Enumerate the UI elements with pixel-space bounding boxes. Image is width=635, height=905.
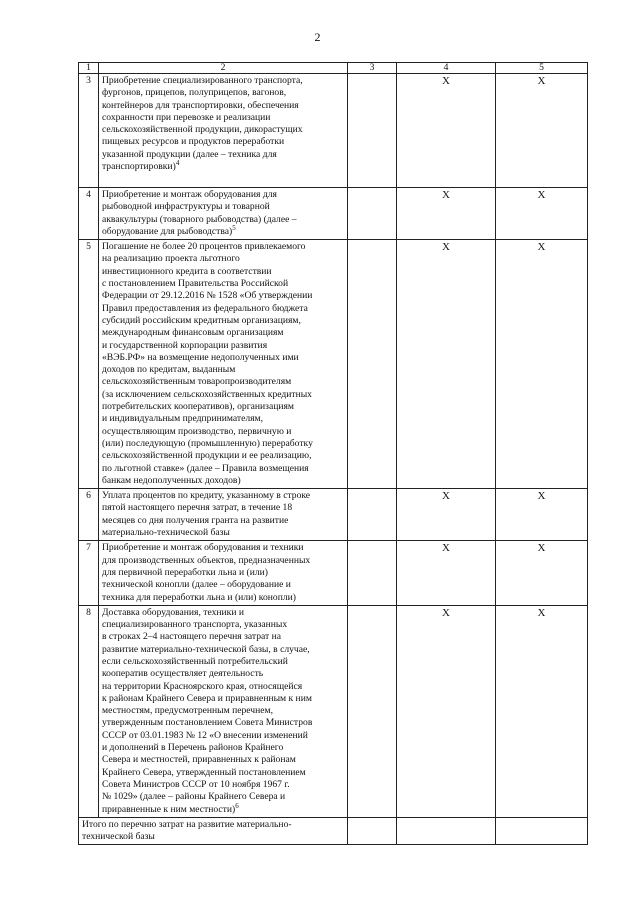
footnote-mark: 5 bbox=[232, 223, 236, 232]
expense-description bbox=[99, 240, 348, 489]
total-col-4-cell bbox=[397, 817, 496, 845]
col-4-cell: X bbox=[397, 240, 496, 489]
col-3-cell bbox=[348, 74, 397, 188]
col-4-cell: X bbox=[397, 605, 496, 817]
col-5-cell: X bbox=[496, 541, 588, 605]
row-number: 6 bbox=[79, 489, 99, 541]
expense-text: Погашение не более 20 процентов привлекаемого на реализацию проекта льготного инвестиционного кредита в соответствии с постановлением Правительства Российской Федерации от 29.12.2016 № 1528 «Об утверждении Правил предоставления из федерального бюджета субсидий российским кредитным организациям, международным финансовым организациям и государственной корпорации развития «ВЭБ.РФ» на возмещение недополученных ими доходов по кредитам, выданным сельскохозяйственным товаропроизводителям (за исключением сельскохозяйственных кредитных потребительских кооперативов), организациям и индивидуальным предпринимателям, осуществляющим производство, первичную и (или) последующую (промышленную) переработку сельскохозяйственной продукции и ее реализацию, по льготной ставке» (далее – Правила возмещения банкам недополученных доходов) bbox=[102, 241, 313, 486]
header-row bbox=[79, 63, 588, 74]
row-number: 4 bbox=[79, 188, 99, 240]
col-5-cell: X bbox=[496, 240, 588, 489]
col-3-cell bbox=[348, 541, 397, 605]
row-number: 3 bbox=[79, 74, 99, 188]
col-5-cell: X bbox=[496, 605, 588, 817]
table-row bbox=[79, 188, 588, 240]
table-row bbox=[79, 489, 588, 541]
col-4-cell: X bbox=[397, 74, 496, 188]
expense-text: Доставка оборудования, техники и специализированного транспорта, указанных в строках 2–4 настоящего перечня затрат на развитие материально-технической базы, в случае, если сельскохозяйственный потребительский кооператив осуществляет деятельность на территории Красноярского края, относящейся к районам Крайнего Севера и приравненным к ним местностям, предусмотренным перечнем, утвержденным постановлением Совета Министров СССР от 03.01.1983 № 12 «О внесении изменений и дополнений в Перечень районов Крайнего Севера и местностей, приравненных к районам Крайнего Севера, утвержденный постановлением Совета Министров СССР от 10 ноября 1967 г. № 1029» (далее – районы Крайнего Севера и приравненные к ним местности) bbox=[102, 606, 313, 815]
total-row bbox=[79, 817, 588, 845]
table-row bbox=[79, 74, 588, 188]
row-number: 7 bbox=[79, 541, 99, 605]
footnote-mark: 4 bbox=[175, 158, 180, 167]
col-4-cell: X bbox=[397, 489, 496, 541]
header-col-4: 4 bbox=[397, 63, 496, 74]
expense-text: Приобретение и монтаж оборудования и техники для производственных объектов, предназначенных для первичной переработки льна и (или) технической конопли (далее – оборудование и техника для переработки льна и (или) конопли) bbox=[102, 542, 311, 603]
page-number: 2 bbox=[314, 30, 321, 44]
expense-description bbox=[99, 605, 348, 817]
total-label-text: Итого по перечню затрат на развитие материально- технической базы bbox=[82, 818, 292, 843]
expense-description bbox=[99, 489, 348, 541]
header-col-1: 1 bbox=[79, 63, 99, 74]
table-row bbox=[79, 541, 588, 605]
header-col-5: 5 bbox=[496, 63, 588, 74]
col-5-cell: X bbox=[496, 74, 588, 188]
row-number: 5 bbox=[79, 240, 99, 489]
footnote-mark: 6 bbox=[235, 801, 239, 810]
expense-text: Приобретение специализированного транспорта, фургонов, прицепов, полуприцепов, вагонов, контейнеров для транспортировки, обеспечения сохранности при перевозке и реализации сельскохозяйственной продукции, дикорастущих пищевых ресурсов и продуктов переработки указанной продукции (далее – техника для транспортировки) bbox=[102, 75, 303, 173]
row-number: 8 bbox=[79, 605, 99, 817]
expense-description bbox=[99, 188, 348, 240]
header-col-2: 2 bbox=[99, 63, 348, 74]
header-col-3: 3 bbox=[348, 63, 397, 74]
expense-text: Уплата процентов по кредиту, указанному в строке пятой настоящего перечня затрат, в течение 18 месяцев со дня получения гранта на развитие материально-технической базы bbox=[102, 490, 311, 539]
col-3-cell bbox=[348, 240, 397, 489]
col-5-cell: X bbox=[496, 188, 588, 240]
total-col-5-cell bbox=[496, 817, 588, 845]
expense-description bbox=[99, 74, 348, 188]
cost-list-table bbox=[78, 62, 588, 845]
col-3-cell bbox=[348, 188, 397, 240]
col-4-cell: X bbox=[397, 541, 496, 605]
expense-text: Приобретение и монтаж оборудования для рыбоводной инфраструктуры и товарной аквакультуры (товарного рыбоводства) (далее – оборудование для рыбоводства) bbox=[102, 189, 297, 237]
table-row bbox=[79, 605, 588, 817]
expense-description bbox=[99, 541, 348, 605]
col-5-cell: X bbox=[496, 489, 588, 541]
total-label bbox=[79, 817, 348, 845]
col-4-cell: X bbox=[397, 188, 496, 240]
total-col-3-cell bbox=[348, 817, 397, 845]
col-3-cell bbox=[348, 605, 397, 817]
col-3-cell bbox=[348, 489, 397, 541]
table-row bbox=[79, 240, 588, 489]
